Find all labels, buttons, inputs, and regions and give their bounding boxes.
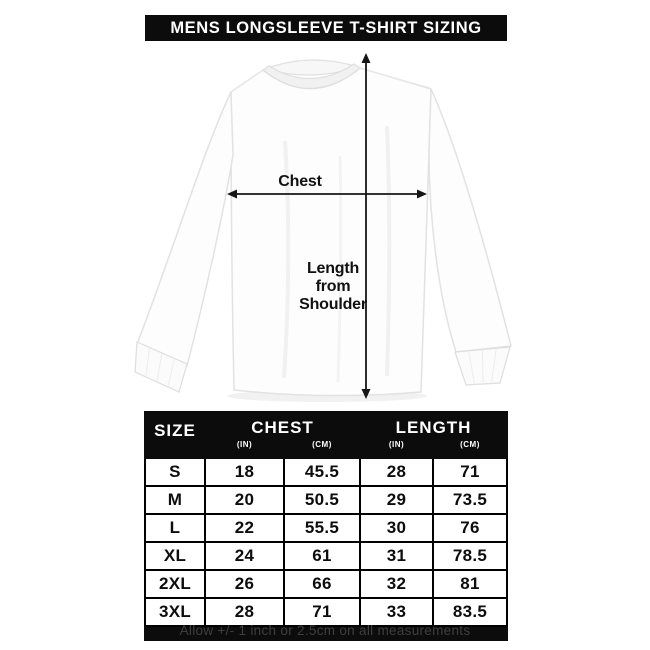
unit-chest-in: (IN) (205, 439, 284, 458)
cell-chest-cm: 50.5 (284, 486, 360, 514)
unit-length-in: (IN) (360, 439, 433, 458)
cell-length-in: 28 (360, 458, 433, 486)
cell-length-cm: 71 (433, 458, 507, 486)
cell-length-cm: 81 (433, 570, 507, 598)
cell-length-cm: 83.5 (433, 598, 507, 626)
cell-size: XL (145, 542, 205, 570)
length-label-line1: Length (306, 260, 360, 277)
table-row (145, 598, 507, 626)
cell-chest-cm: 66 (284, 570, 360, 598)
col-header-length: LENGTH (360, 412, 507, 439)
size-table (144, 411, 508, 641)
tshirt-right-sleeve (429, 89, 511, 352)
tshirt-illustration (135, 60, 511, 402)
cell-length-cm: 76 (433, 514, 507, 542)
cell-length-in: 30 (360, 514, 433, 542)
cell-size: S (145, 458, 205, 486)
cell-length-in: 33 (360, 598, 433, 626)
table-row (145, 486, 507, 514)
cell-length-cm: 78.5 (433, 542, 507, 570)
cell-length-in: 31 (360, 542, 433, 570)
unit-length-cm: (CM) (433, 439, 507, 458)
tolerance-note: Allow +/- 1 inch or 2.5cm on all measurements (179, 623, 471, 638)
tshirt-left-sleeve (137, 92, 233, 366)
cell-chest-in: 26 (205, 570, 284, 598)
length-label-line3: Shoulder (299, 296, 367, 313)
unit-chest-cm: (CM) (284, 439, 360, 458)
cell-chest-in: 20 (205, 486, 284, 514)
cell-chest-in: 24 (205, 542, 284, 570)
cell-chest-in: 28 (205, 598, 284, 626)
table-row (145, 570, 507, 598)
cell-size: M (145, 486, 205, 514)
table-header-row (145, 412, 507, 439)
page-title: MENS LONGSLEEVE T-SHIRT SIZING (145, 15, 507, 41)
tshirt-body (231, 68, 431, 396)
fabric-fold (387, 126, 389, 376)
tshirt-diagram (135, 46, 515, 408)
cell-chest-cm: 55.5 (284, 514, 360, 542)
table-row (145, 458, 507, 486)
cell-length-in: 32 (360, 570, 433, 598)
cell-size: 3XL (145, 598, 205, 626)
cell-chest-cm: 45.5 (284, 458, 360, 486)
cell-chest-cm: 71 (284, 598, 360, 626)
col-header-size: SIZE (145, 412, 205, 458)
cell-chest-cm: 61 (284, 542, 360, 570)
table-row (145, 514, 507, 542)
col-header-chest: CHEST (205, 412, 360, 439)
cell-chest-in: 18 (205, 458, 284, 486)
chest-label: Chest (278, 173, 322, 190)
cell-length-cm: 73.5 (433, 486, 507, 514)
table-row (145, 542, 507, 570)
cell-size: L (145, 514, 205, 542)
cell-size: 2XL (145, 570, 205, 598)
cell-chest-in: 22 (205, 514, 284, 542)
length-label-line2: from (315, 278, 351, 295)
cell-length-in: 29 (360, 486, 433, 514)
